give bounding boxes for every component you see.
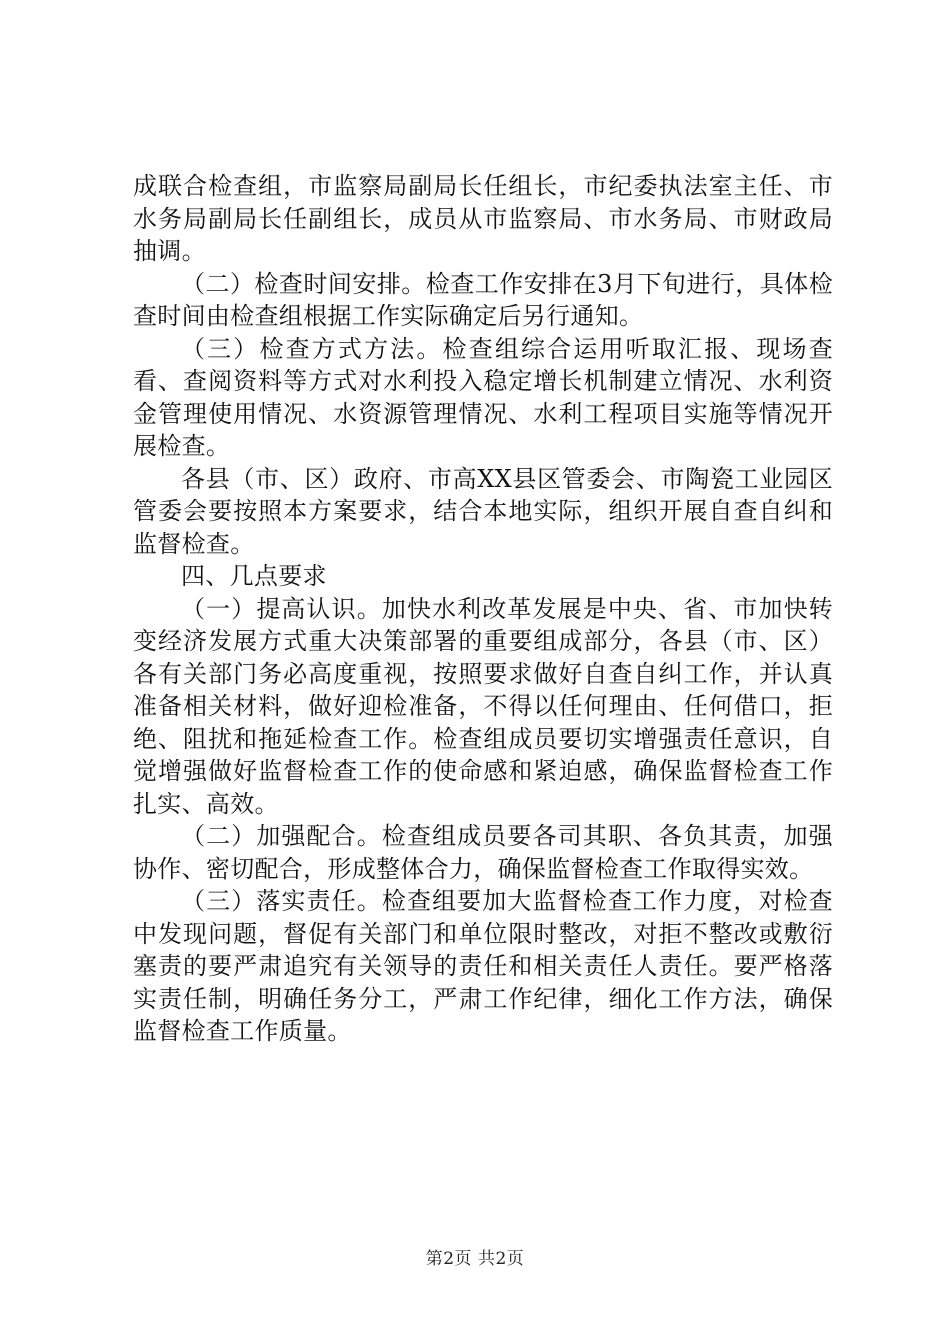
paragraph-self-inspection: 各县（市、区）政府、市高XX县区管委会、市陶瓷工业园区管委会要按照本方案要求，结合本地实际，组织开展自查自纠和监督检查。 [133, 464, 833, 558]
paragraph-inspection-schedule: （二）检查时间安排。检查工作安排在3月下旬进行，具体检查时间由检查组根据工作实际确定后另行通知。 [133, 269, 833, 330]
paragraph-inspection-methods: （三）检查方式方法。检查组综合运用听取汇报、现场查看、查阅资料等方式对水利投入稳定增长机制建立情况、水利资金管理使用情况、水资源管理情况、水利工程项目实施等情况开展检查。 [133, 334, 833, 460]
paragraph-implement-responsibility: （三）落实责任。检查组要加大监督检查工作力度，对检查中发现问题，督促有关部门和单位限时整改，对拒不整改或敷衍塞责的要严肃追究有关领导的责任和相关责任人责任。要严格落实责任制，明确任务分工，严肃工作纪律，细化工作方法，确保监督检查工作质量。 [133, 887, 833, 1045]
paragraph-strengthen-cooperation: （二）加强配合。检查组成员要各司其职、各负其责，加强协作、密切配合，形成整体合力，确保监督检查工作取得实效。 [133, 822, 833, 883]
paragraph-joint-inspection-team: 成联合检查组，市监察局副局长任组长，市纪委执法室主任、市水务局副局长任副组长，成员从市监察局、市水务局、市财政局抽调。 [133, 172, 833, 265]
document-body [133, 170, 833, 1048]
section-heading-requirements: 四、几点要求 [181, 562, 327, 590]
paragraph-raise-awareness: （一）提高认识。加快水利改革发展是中央、省、市加快转变经济发展方式重大决策部署的重要组成部分，各县（市、区）各有关部门务必高度重视，按照要求做好自查自纠工作，并认真准备相关材料，做好迎检准备，不得以任何理由、任何借口，拒绝、阻扰和拖延检查工作。检查组成员要切实增强责任意识，自觉增强做好监督检查工作的使命感和紧迫感，确保监督检查工作扎实、高效。 [133, 594, 833, 818]
page-number-footer: 第2页 共2页 [425, 1249, 525, 1269]
